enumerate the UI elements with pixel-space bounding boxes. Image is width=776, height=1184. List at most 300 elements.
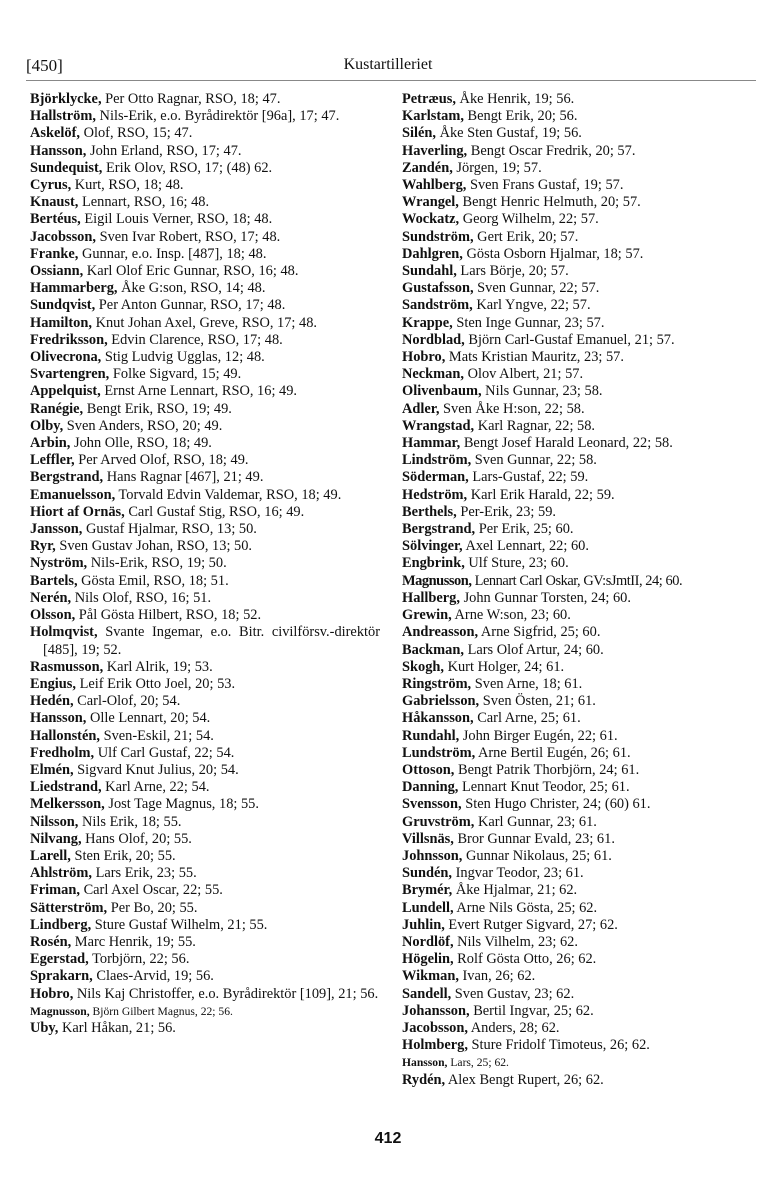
list-item bbox=[30, 160, 380, 177]
entry-details: Jost Tage Magnus, 18; 55. bbox=[104, 796, 259, 813]
list-item bbox=[402, 469, 752, 486]
surname: Adler, bbox=[402, 400, 440, 417]
surname: Högelin, bbox=[402, 951, 454, 968]
surname: Olsson, bbox=[30, 607, 76, 624]
entry-details: Hans Ragnar [467], 21; 49. bbox=[103, 469, 264, 486]
list-item bbox=[402, 487, 752, 504]
list-item bbox=[402, 917, 752, 934]
surname: Ranégie, bbox=[30, 400, 84, 417]
surname: Hedén, bbox=[30, 693, 74, 710]
entry-details: Ivan, 26; 62. bbox=[458, 968, 536, 985]
entry-details: Lars Olof Artur, 24; 60. bbox=[463, 641, 604, 658]
list-item bbox=[30, 366, 380, 383]
entry-details: Torbjörn, 22; 56. bbox=[88, 951, 190, 968]
surname: Hallberg, bbox=[402, 589, 460, 606]
surname: Franke, bbox=[30, 245, 79, 262]
entry-details: Olof, RSO, 15; 47. bbox=[79, 125, 193, 142]
entry-details: Bertil Ingvar, 25; 62. bbox=[469, 1002, 594, 1019]
entry-details: Bengt Erik, RSO, 19; 49. bbox=[83, 400, 232, 417]
list-item bbox=[402, 882, 752, 899]
list-item bbox=[30, 177, 380, 194]
list-item bbox=[402, 538, 752, 555]
entry-details: Georg Wilhelm, 22; 57. bbox=[459, 211, 599, 228]
entry-details: Sten Hugo Christer, 24; (60) 61. bbox=[461, 796, 651, 813]
surname: Jacobsson, bbox=[30, 228, 96, 245]
surname: Nyström, bbox=[30, 555, 88, 572]
list-item bbox=[402, 366, 752, 383]
entry-details: Pål Gösta Hilbert, RSO, 18; 52. bbox=[75, 607, 262, 624]
surname: Hallström, bbox=[30, 108, 96, 125]
entry-details: Sten Inge Gunnar, 23; 57. bbox=[452, 314, 605, 331]
list-item bbox=[402, 435, 752, 452]
surname: Wrangel, bbox=[402, 194, 459, 211]
entry-details: Sven Ivar Robert, RSO, 17; 48. bbox=[95, 228, 281, 245]
list-item bbox=[402, 194, 752, 211]
entry-details: Bengt Erik, 20; 56. bbox=[463, 108, 578, 125]
surname: Grewin, bbox=[402, 607, 452, 624]
entry-details: Sven Gunnar, 22; 58. bbox=[471, 452, 597, 469]
surname: Fredholm, bbox=[30, 744, 95, 761]
list-item bbox=[402, 951, 752, 968]
surname: Bergstrand, bbox=[30, 469, 104, 486]
entry-details: Gert Erik, 20; 57. bbox=[473, 228, 579, 245]
entry-details: Gustaf Hjalmar, RSO, 13; 50. bbox=[82, 521, 257, 538]
surname: Sundahl, bbox=[402, 263, 457, 280]
entry-details: Sture Fridolf Timoteus, 26; 62. bbox=[467, 1037, 650, 1054]
entry-details: Alex Bengt Rupert, 26; 62. bbox=[445, 1071, 604, 1088]
surname: Egerstad, bbox=[30, 951, 89, 968]
surname: Ringström, bbox=[402, 675, 472, 692]
list-item bbox=[402, 573, 752, 590]
list-item bbox=[30, 418, 380, 435]
list-item bbox=[402, 659, 752, 676]
surname: Backman, bbox=[402, 641, 464, 658]
surname: Ahlström, bbox=[30, 865, 92, 882]
entry-details: Karl Yngve, 22; 57. bbox=[472, 297, 591, 314]
entry-details: Ernst Arne Lennart, RSO, 16; 49. bbox=[100, 383, 298, 400]
surname: Berthels, bbox=[402, 503, 457, 520]
surname: Nordblad, bbox=[402, 331, 465, 348]
list-item bbox=[30, 521, 380, 538]
entry-details: Marc Henrik, 19; 55. bbox=[71, 933, 196, 950]
list-item bbox=[402, 676, 752, 693]
list-item bbox=[402, 1003, 752, 1020]
list-item bbox=[30, 762, 380, 779]
list-item bbox=[30, 297, 380, 314]
list-item bbox=[402, 383, 752, 400]
entry-details: Nils Gunnar, 23; 58. bbox=[481, 383, 603, 400]
entry-details: Bengt Oscar Fredrik, 20; 57. bbox=[467, 142, 636, 159]
entry-details: John Gunnar Torsten, 24; 60. bbox=[459, 589, 631, 606]
list-item bbox=[402, 1020, 752, 1037]
list-item bbox=[402, 762, 752, 779]
surname: Jacobsson, bbox=[402, 1019, 468, 1036]
entry-details: Karl Alrik, 19; 53. bbox=[103, 658, 213, 675]
entry-details: Sven Gustav, 23; 62. bbox=[451, 985, 575, 1002]
surname: Håkansson, bbox=[402, 710, 474, 727]
surname: Cyrus, bbox=[30, 177, 72, 194]
surname: Gustafsson, bbox=[402, 280, 474, 297]
list-item bbox=[30, 607, 380, 624]
entry-details: Nils Vilhelm, 23; 62. bbox=[453, 933, 578, 950]
surname: Lundström, bbox=[402, 744, 476, 761]
list-item bbox=[402, 1072, 752, 1089]
entry-details: Nils Olof, RSO, 16; 51. bbox=[71, 589, 212, 606]
entry-details: Gösta Osborn Hjalmar, 18; 57. bbox=[462, 245, 644, 262]
list-item bbox=[402, 263, 752, 280]
left-column bbox=[30, 91, 380, 1037]
list-item bbox=[402, 349, 752, 366]
surname: Lundell, bbox=[402, 899, 454, 916]
list-item bbox=[402, 143, 752, 160]
list-item bbox=[402, 504, 752, 521]
entry-details: Jörgen, 19; 57. bbox=[452, 159, 542, 176]
entry-details: Karl Håkan, 21; 56. bbox=[58, 1019, 176, 1036]
list-item bbox=[402, 280, 752, 297]
entry-details: Per Anton Gunnar, RSO, 17; 48. bbox=[95, 297, 286, 314]
surname: Hammarberg, bbox=[30, 280, 118, 297]
surname: Sundqvist, bbox=[30, 297, 96, 314]
list-item bbox=[402, 229, 752, 246]
entry-details: Nils-Erik, e.o. Byrådirektör [96a], 17; 47. bbox=[95, 108, 340, 125]
list-item bbox=[30, 934, 380, 951]
list-item bbox=[30, 383, 380, 400]
entry-details: Åke Sten Gustaf, 19; 56. bbox=[436, 125, 582, 142]
surname: Larell, bbox=[30, 847, 71, 864]
header-rule bbox=[26, 80, 756, 81]
entry-details: Sven Östen, 21; 61. bbox=[479, 693, 596, 710]
surname: Rosén, bbox=[30, 933, 72, 950]
list-item bbox=[402, 315, 752, 332]
list-item bbox=[402, 590, 752, 607]
list-item bbox=[30, 211, 380, 228]
surname: Svartengren, bbox=[30, 366, 110, 383]
list-item bbox=[30, 315, 380, 332]
list-item bbox=[30, 538, 380, 555]
surname: Söderman, bbox=[402, 469, 469, 486]
list-item bbox=[30, 796, 380, 813]
list-item bbox=[30, 469, 380, 486]
entry-details: Lars Börje, 20; 57. bbox=[456, 263, 569, 280]
list-item bbox=[30, 710, 380, 727]
list-item bbox=[30, 555, 380, 572]
entry-details: Åke Henrik, 19; 56. bbox=[455, 91, 575, 107]
entry-details: Lennart Carl Oskar, GV:sJmtII, 24; 60. bbox=[471, 572, 683, 589]
entry-details: Knut Johan Axel, Greve, RSO, 17; 48. bbox=[91, 314, 318, 331]
entry-details: Olov Albert, 21; 57. bbox=[463, 366, 584, 383]
entry-details: Ingvar Teodor, 23; 61. bbox=[452, 865, 584, 882]
list-item bbox=[402, 814, 752, 831]
surname: Askelöf, bbox=[30, 125, 80, 142]
surname: Sandell, bbox=[402, 985, 452, 1002]
entry-details: Per Erik, 25; 60. bbox=[475, 521, 574, 538]
entry-details: Sven Åke H:son, 22; 58. bbox=[439, 400, 585, 417]
list-item bbox=[30, 573, 380, 590]
surname: Sölvinger, bbox=[402, 538, 463, 555]
surname: Petræus, bbox=[402, 91, 456, 107]
surname: Hobro, bbox=[30, 985, 74, 1002]
entry-details: Edvin Clarence, RSO, 17; 48. bbox=[107, 331, 283, 348]
list-item bbox=[402, 401, 752, 418]
list-item bbox=[30, 401, 380, 418]
entry-details: Torvald Edvin Valdemar, RSO, 18; 49. bbox=[115, 486, 342, 503]
entry-details: Björn Carl-Gustaf Emanuel, 21; 57. bbox=[464, 331, 675, 348]
entry-details: Arne W:son, 23; 60. bbox=[451, 607, 571, 624]
list-item bbox=[402, 968, 752, 985]
list-item bbox=[402, 160, 752, 177]
surname: Hobro, bbox=[402, 349, 446, 366]
list-item bbox=[402, 1037, 752, 1054]
surname: Sätterström, bbox=[30, 899, 108, 916]
list-item bbox=[30, 882, 380, 899]
surname: Rundahl, bbox=[402, 727, 460, 744]
list-item bbox=[30, 435, 380, 452]
entry-details: Lars Erik, 23; 55. bbox=[91, 865, 197, 882]
surname: Bergstrand, bbox=[402, 521, 476, 538]
entry-details: Nils Erik, 18; 55. bbox=[78, 813, 182, 830]
entry-details: Carl Gustaf Stig, RSO, 16; 49. bbox=[124, 503, 305, 520]
list-item bbox=[402, 693, 752, 710]
list-item bbox=[402, 796, 752, 813]
list-item bbox=[30, 280, 380, 297]
surname: Appelquist, bbox=[30, 383, 101, 400]
list-item bbox=[402, 934, 752, 951]
list-item bbox=[30, 659, 380, 676]
list-item bbox=[30, 831, 380, 848]
surname: Knaust, bbox=[30, 194, 79, 211]
list-item bbox=[402, 607, 752, 624]
entry-details: Evert Rutger Sigvard, 27; 62. bbox=[444, 916, 618, 933]
surname: Liedstrand, bbox=[30, 779, 102, 796]
list-item bbox=[402, 297, 752, 314]
list-item bbox=[30, 728, 380, 745]
surname: Johnsson, bbox=[402, 847, 463, 864]
entry-details: Björn Gilbert Magnus, 22; 56. bbox=[89, 1004, 233, 1018]
surname: Haverling, bbox=[402, 142, 468, 159]
list-item bbox=[30, 143, 380, 160]
surname: Silén, bbox=[402, 125, 436, 142]
surname: Andreasson, bbox=[402, 624, 479, 641]
surname: Holmqvist, bbox=[30, 624, 98, 641]
list-item bbox=[30, 865, 380, 882]
list-item bbox=[402, 710, 752, 727]
surname: Svensson, bbox=[402, 796, 462, 813]
entry-details: Folke Sigvard, 15; 49. bbox=[109, 366, 242, 383]
list-item bbox=[30, 951, 380, 968]
entry-details: Karl Olof Eric Gunnar, RSO, 16; 48. bbox=[83, 263, 299, 280]
surname: Rasmusson, bbox=[30, 658, 104, 675]
entry-details: Ulf Sture, 23; 60. bbox=[464, 555, 569, 572]
entry-details: Erik Olov, RSO, 17; (48) 62. bbox=[102, 159, 273, 176]
entry-details: Hans Olof, 20; 55. bbox=[81, 830, 192, 847]
surname: Fredriksson, bbox=[30, 331, 108, 348]
surname: Dahlgren, bbox=[402, 245, 463, 262]
surname: Danning, bbox=[402, 779, 459, 796]
entry-details: Gunnar Nikolaus, 25; 61. bbox=[462, 847, 612, 864]
entry-details: Bengt Josef Harald Leonard, 22; 58. bbox=[460, 435, 673, 452]
surname: Karlstam, bbox=[402, 108, 464, 125]
list-item bbox=[402, 642, 752, 659]
list-item bbox=[30, 125, 380, 142]
surname: Hansson, bbox=[30, 710, 87, 727]
list-item bbox=[30, 452, 380, 469]
list-item bbox=[402, 125, 752, 142]
surname: Nilsson, bbox=[30, 813, 79, 830]
surname: Nilvang, bbox=[30, 830, 82, 847]
surname: Gruvström, bbox=[402, 813, 475, 830]
list-item bbox=[30, 917, 380, 934]
entry-details: Carl Axel Oscar, 22; 55. bbox=[79, 882, 223, 899]
list-item bbox=[402, 745, 752, 762]
entry-details: Sigvard Knut Julius, 20; 54. bbox=[73, 761, 239, 778]
list-item bbox=[402, 452, 752, 469]
surname: Sandström, bbox=[402, 297, 473, 314]
surname: Hamilton, bbox=[30, 314, 92, 331]
surname: Hedström, bbox=[402, 486, 468, 503]
surname: Hiort af Ornäs, bbox=[30, 503, 125, 520]
list-item bbox=[402, 91, 752, 108]
entry-details: Stig Ludvig Ugglas, 12; 48. bbox=[101, 349, 265, 366]
surname: Johansson, bbox=[402, 1002, 470, 1019]
surname: Nordlöf, bbox=[402, 933, 454, 950]
list-item bbox=[30, 676, 380, 693]
entry-details: Anders, 28; 62. bbox=[467, 1019, 560, 1036]
entry-details: Karl Gunnar, 23; 61. bbox=[474, 813, 597, 830]
surname: Wockatz, bbox=[402, 211, 460, 228]
entry-details: Lars, 25; 62. bbox=[447, 1056, 509, 1070]
list-item bbox=[402, 831, 752, 848]
right-column bbox=[402, 91, 752, 1089]
list-item bbox=[402, 624, 752, 641]
entry-details: Axel Lennart, 22; 60. bbox=[462, 538, 589, 555]
entry-details: Mats Kristian Mauritz, 23; 57. bbox=[445, 349, 624, 366]
surname: Arbin, bbox=[30, 435, 71, 452]
surname: Wahlberg, bbox=[402, 177, 467, 194]
list-item bbox=[30, 504, 380, 521]
list-item bbox=[402, 779, 752, 796]
surname: Hammar, bbox=[402, 435, 461, 452]
list-item bbox=[402, 728, 752, 745]
list-item bbox=[30, 332, 380, 349]
surname: Engbrink, bbox=[402, 555, 465, 572]
entry-details: Åke Hjalmar, 21; 62. bbox=[452, 882, 578, 899]
entry-details: Sten Erik, 20; 55. bbox=[70, 847, 176, 864]
entry-details: Leif Erik Otto Joel, 20; 53. bbox=[76, 675, 236, 692]
entry-details: Olle Lennart, 20; 54. bbox=[86, 710, 211, 727]
list-item bbox=[402, 521, 752, 538]
surname: Sundequist, bbox=[30, 159, 103, 176]
list-item bbox=[30, 779, 380, 796]
surname: Holmberg, bbox=[402, 1037, 468, 1054]
entry-details: Bengt Henric Helmuth, 20; 57. bbox=[458, 194, 641, 211]
list-item bbox=[402, 900, 752, 917]
surname: Olivecrona, bbox=[30, 349, 102, 366]
surname: Juhlin, bbox=[402, 916, 445, 933]
entry-details: Carl Arne, 25; 61. bbox=[473, 710, 581, 727]
entry-details: Sven Frans Gustaf, 19; 57. bbox=[466, 177, 624, 194]
entry-details: Kurt, RSO, 18; 48. bbox=[71, 177, 184, 194]
entry-details: Nils-Erik, RSO, 19; 50. bbox=[87, 555, 227, 572]
surname: Sprakarn, bbox=[30, 968, 93, 985]
list-item bbox=[30, 590, 380, 607]
entry-details: Lennart Knut Teodor, 25; 61. bbox=[458, 779, 630, 796]
list-item bbox=[30, 1003, 380, 1020]
surname: Zandén, bbox=[402, 159, 453, 176]
surname: Emanuelsson, bbox=[30, 486, 116, 503]
entry-details: Per Otto Ragnar, RSO, 18; 47. bbox=[101, 91, 281, 107]
entry-details: Gunnar, e.o. Insp. [487], 18; 48. bbox=[78, 245, 267, 262]
surname: Sundén, bbox=[402, 865, 453, 882]
entry-details: Eigil Louis Verner, RSO, 18; 48. bbox=[80, 211, 273, 228]
entry-details: Sven Gunnar, 22; 57. bbox=[473, 280, 600, 297]
entry-details: Per Arved Olof, RSO, 18; 49. bbox=[74, 452, 249, 469]
surname: Villsnäs, bbox=[402, 830, 454, 847]
list-item bbox=[402, 108, 752, 125]
entry-details: Sture Gustaf Wilhelm, 21; 55. bbox=[91, 916, 268, 933]
surname: Wrangstad, bbox=[402, 417, 475, 434]
entry-details: Svante Ingemar, e.o. Bitr. civilförsv.-direktör [485], 19; 52. bbox=[43, 624, 380, 658]
list-item bbox=[30, 1020, 380, 1037]
entry-details: John Erland, RSO, 17; 47. bbox=[86, 142, 242, 159]
list-item bbox=[30, 986, 380, 1003]
list-item bbox=[30, 349, 380, 366]
entry-details: Bror Gunnar Evald, 23; 61. bbox=[453, 830, 615, 847]
surname: Hallonstén, bbox=[30, 727, 100, 744]
surname: Björklycke, bbox=[30, 91, 102, 107]
entry-details: Ulf Carl Gustaf, 22; 54. bbox=[94, 744, 235, 761]
entry-details: Arne Bertil Eugén, 26; 61. bbox=[475, 744, 631, 761]
list-item bbox=[30, 91, 380, 108]
surname: Lindström, bbox=[402, 452, 472, 469]
surname: Ottoson, bbox=[402, 761, 455, 778]
surname: Magnusson, bbox=[30, 1004, 90, 1018]
list-item bbox=[30, 693, 380, 710]
list-item bbox=[402, 211, 752, 228]
list-item bbox=[30, 624, 380, 658]
entry-details: Bengt Patrik Thorbjörn, 24; 61. bbox=[454, 761, 640, 778]
entry-details: Karl Ragnar, 22; 58. bbox=[474, 417, 596, 434]
surname: Jansson, bbox=[30, 521, 83, 538]
list-item bbox=[30, 246, 380, 263]
surname: Bertéus, bbox=[30, 211, 81, 228]
surname: Magnusson, bbox=[402, 572, 472, 589]
entry-details: Arne Sigfrid, 25; 60. bbox=[478, 624, 601, 641]
list-item bbox=[402, 1054, 752, 1071]
entry-details: Åke G:son, RSO, 14; 48. bbox=[117, 280, 266, 297]
list-item bbox=[402, 418, 752, 435]
entry-details: Lars-Gustaf, 22; 59. bbox=[468, 469, 589, 486]
entry-details: John Olle, RSO, 18; 49. bbox=[70, 435, 212, 452]
entry-details: Claes-Arvid, 19; 56. bbox=[92, 968, 214, 985]
surname: Engius, bbox=[30, 675, 76, 692]
list-item bbox=[30, 814, 380, 831]
list-item bbox=[402, 555, 752, 572]
entry-details: Gösta Emil, RSO, 18; 51. bbox=[77, 572, 229, 589]
entry-details: Arne Nils Gösta, 25; 62. bbox=[453, 899, 598, 916]
entry-details: Rolf Gösta Otto, 26; 62. bbox=[453, 951, 597, 968]
running-title: Kustartilleriet bbox=[343, 56, 433, 73]
list-item bbox=[402, 177, 752, 194]
surname: Elmén, bbox=[30, 761, 74, 778]
entry-details: Karl Arne, 22; 54. bbox=[101, 779, 210, 796]
entry-details: Lennart, RSO, 16; 48. bbox=[78, 194, 210, 211]
list-item bbox=[30, 263, 380, 280]
surname: Brymér, bbox=[402, 882, 453, 899]
surname: Rydén, bbox=[402, 1071, 446, 1088]
surname: Friman, bbox=[30, 882, 80, 899]
list-item bbox=[30, 900, 380, 917]
surname: Gabrielsson, bbox=[402, 693, 480, 710]
